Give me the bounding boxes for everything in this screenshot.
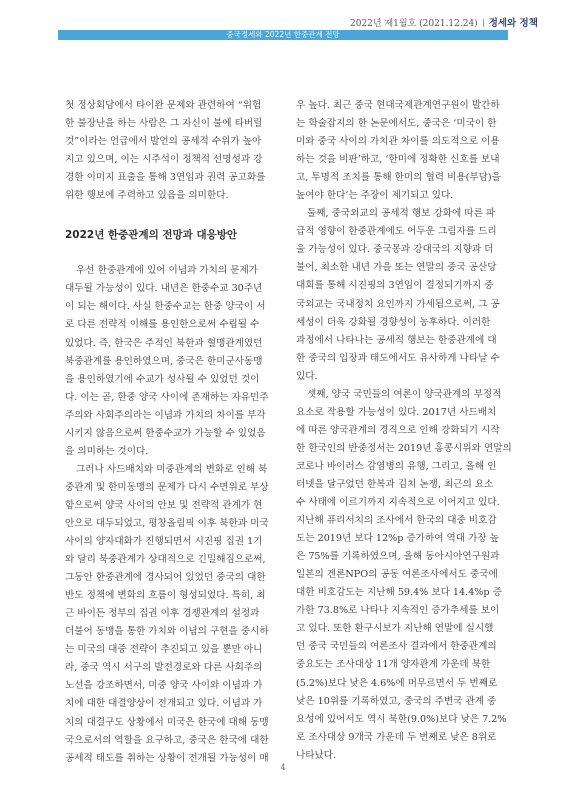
text-line: 둘째, 중국외교의 공세적 행보 강화에 따른 파 — [307, 208, 496, 220]
text-line: 울 가능성이 있다. 중국몽과 강대국의 지향과 더 — [296, 244, 494, 256]
text-line: 과정에서 나타나는 공세적 행보는 한중관계에 대 — [296, 334, 497, 346]
text-line: 대두될 가능성이 있다. 내년은 한중수교 30주년 — [65, 283, 263, 295]
text-line: 우 높다. 최근 중국 현대국제관계연구원이 발간하 — [296, 100, 500, 111]
text-line: 을 용인하였기에 수교가 성사될 수 있었던 것이 — [65, 373, 260, 385]
text-line: 반도 정책에 변화의 흐름이 형성되었다. 특히, 최 — [65, 590, 266, 602]
text-line: 함으로써 양국 사이의 안보 및 전략적 관계가 현 — [65, 499, 263, 511]
text-line: 불어, 최소한 내년 가을 또는 연말의 중국 공산당 — [296, 262, 497, 274]
text-line: 있었다. 즉, 한국은 주적인 북한과 혈맹관계였던 — [65, 337, 263, 349]
left-paragraph-2 — [65, 262, 276, 461]
text-line: 중요도는 조사대상 11개 양자관계 가운데 북한 — [296, 659, 491, 671]
left-paragraph-1 — [65, 97, 276, 205]
right-column — [296, 97, 512, 765]
text-line: 고, 투명적 조치를 통해 한미의 협력 비용(부담)을 — [296, 172, 501, 184]
text-line: 첫 정상회담에서 타이완 문제와 관련하여 “위험 — [65, 100, 262, 111]
text-line: 일본의 겐론NPO의 공동 여론조사에서도 중국에 — [296, 569, 498, 581]
text-line: 것”이라는 언급에서 발언의 공세적 수위가 높아 — [65, 136, 262, 148]
text-line: 세성이 더욱 강화될 경향성이 농후하다. 이러한 — [296, 316, 491, 328]
text-line: 지난해 퓨리서치의 조사에서 한국의 대중 비호감 — [296, 515, 497, 527]
left-column — [65, 97, 276, 768]
right-paragraph-2 — [296, 205, 507, 385]
text-line: 던 중국 국민들의 여론조사 결과에서 한중관계의 — [296, 641, 497, 653]
text-line: 대한 비호감도는 지난해 59.4% 보다 14.4%p 증 — [296, 587, 502, 599]
text-line: 한 중국의 입장과 태도에서도 유사하게 나타날 수 — [296, 352, 500, 364]
text-line: 는 미국의 대중 전략이 추진되고 있을 뿐만 아니 — [65, 644, 263, 656]
left-paragraph-3 — [65, 461, 276, 768]
text-line: 터넷을 달구었던 한복과 김치 논쟁, 최근의 요소 — [296, 478, 494, 490]
text-line: 가한 73.8%로 나타나 지속적인 증가추세를 보이 — [296, 605, 500, 617]
banner-title: 중국정세와 2022년 한중관계 전망 — [226, 30, 340, 39]
text-line: 우선 한중관계에 있어 이념과 가치의 문제가 — [76, 265, 259, 277]
text-line: 코로나 바이러스 감염병의 유행, 그리고, 올해 인 — [296, 460, 497, 472]
text-line: 그러나 사드배치와 미중관계의 변화로 인해 북 — [76, 463, 268, 475]
text-line: 있다. — [296, 370, 318, 382]
header-divider — [483, 19, 484, 27]
section-heading: 2022년 한중관계의 전망과 대응방안 — [65, 229, 238, 242]
text-line: 에 따른 양국관계의 경직으로 인해 강화되기 시작 — [296, 424, 500, 436]
text-line: (5.2%)보다 낮은 4.6%에 머무르면서 두 번째로 — [296, 677, 498, 689]
text-line: 치에 대한 대결양상이 전개되고 있다. 이념과 가 — [65, 698, 263, 710]
text-line: 미와 중국 사이의 가치관 차이를 의도적으로 이용 — [296, 136, 500, 148]
text-line: 다. 이는 곧, 한중 양국 사이에 존재하는 자유민주 — [65, 391, 269, 403]
text-line: 셋째, 양국 국민들의 여론이 양국관계의 부정적 — [307, 388, 502, 400]
text-line: 수 사태에 이르기까지 지속적으로 이어지고 있다. — [296, 497, 500, 509]
text-line: 급적 영향이 한중관계에도 어두운 그림자를 드리 — [296, 226, 497, 238]
text-line: 치의 대결구도 상황에서 미국은 한국에 대해 동맹 — [65, 716, 269, 728]
text-line: 더불어 동맹을 통한 가치와 이념의 구현을 중시하 — [65, 626, 269, 638]
text-line: 근 바이든 정부의 집권 이후 경쟁관계의 설정과 — [65, 608, 260, 620]
text-line: 로 조사대상 9개국 가운데 두 번째로 낮은 8위로 — [296, 731, 497, 743]
text-line: 높여야 한다’는 주장이 제기되고 있다. — [296, 190, 454, 202]
text-line: 지고 있으며, 이는 시주석이 정책적 선명성과 강 — [65, 154, 263, 166]
text-line: 나타났다. — [296, 749, 337, 761]
text-line: 요성에 있어서도 역시 북한(9.0%)보다 낮은 7.2% — [296, 713, 507, 725]
text-line: 대회를 통해 시진핑의 3연임이 결정되기까지 중 — [296, 280, 494, 292]
text-line: 경한 이미지 표출을 통해 3연임과 권력 공고화를 — [65, 172, 266, 184]
text-line: 국으로서의 역할을 요구하고, 중국은 한국에 대한 — [65, 734, 269, 746]
text-line: 낮은 10위를 기록하였고, 중국의 주변국 관계 중 — [296, 695, 497, 707]
right-paragraph-3 — [296, 386, 512, 765]
text-line: 공세적 태도를 취하는 상황이 전개될 가능성이 매 — [65, 752, 269, 764]
series-title: 정세와 정책 — [488, 18, 538, 29]
issue-header — [350, 15, 538, 29]
text-line: 는 학술잡지의 한 논문에서도, 중국은 ‘미국이 한 — [296, 118, 497, 130]
text-line: 한 한국인의 반중정서는 2019년 홍콩시위와 연말의 — [296, 442, 512, 454]
text-line: 은 75%를 기록하였으며, 올해 동아시아연구원과 — [296, 551, 500, 563]
text-line: 국외교는 국내정치 요인까지 가세됨으로써, 그 공 — [296, 298, 500, 310]
text-line: 주의와 사회주의라는 이념과 가치의 차이를 부각 — [65, 409, 266, 421]
text-line: 노선을 강조하면서, 미중 양국 사이와 이념과 가 — [65, 680, 263, 692]
text-line: 사이의 양자대화가 진행되면서 시진핑 집권 1기 — [65, 536, 263, 548]
text-line: 그동안 한중관계에 경사되어 있었던 중국의 대한 — [65, 572, 266, 584]
text-line: 하는 것을 비판’하고, ‘한미에 정확한 신호를 보내 — [296, 154, 500, 166]
text-line: 한 불장난을 하는 사람은 그 자신이 불에 타버릴 — [65, 118, 263, 130]
text-line: 도는 2019년 보다 12%p 증가하여 역대 가장 높 — [296, 533, 499, 545]
page-number: 4 — [280, 763, 286, 772]
text-line: 이 되는 해이다. 사실 한중수교는 한중 양국이 서 — [65, 301, 266, 313]
text-line: 을 의미하는 것이다. — [65, 445, 149, 457]
text-line: 로 다른 전략적 이해를 용인한으로써 수립될 수 — [65, 319, 260, 331]
section-banner — [58, 30, 508, 40]
text-line: 고 있다. 또한 환구시보가 지난해 연말에 실시했 — [296, 623, 494, 635]
text-line: 요소로 작용할 가능성이 있다. 2017년 사드배치 — [296, 406, 497, 418]
text-line: 안으로 대두되었고, 평창올림픽 이후 북한과 미국 — [65, 517, 269, 529]
text-line: 와 달리 북중관계가 상대적으로 긴밀해짐으로써, — [65, 554, 266, 566]
right-paragraph-1 — [296, 97, 507, 205]
text-line: 북중관계를 용인하였으며, 중국은 한미군사동맹 — [65, 355, 263, 367]
text-line: 위한 행보에 주력하고 있음을 의미한다. — [65, 190, 229, 202]
text-line: 라, 중국 역시 서구의 발전경로와 다른 사회주의 — [65, 662, 263, 674]
text-line: 시키지 않음으로써 한중수교가 가능할 수 있었음 — [65, 427, 266, 439]
issue-date: 2022년 제1월호 (2021.12.24) — [350, 19, 478, 29]
text-line: 중관계 및 한미동맹의 문제가 다시 수면위로 부상 — [65, 481, 269, 493]
